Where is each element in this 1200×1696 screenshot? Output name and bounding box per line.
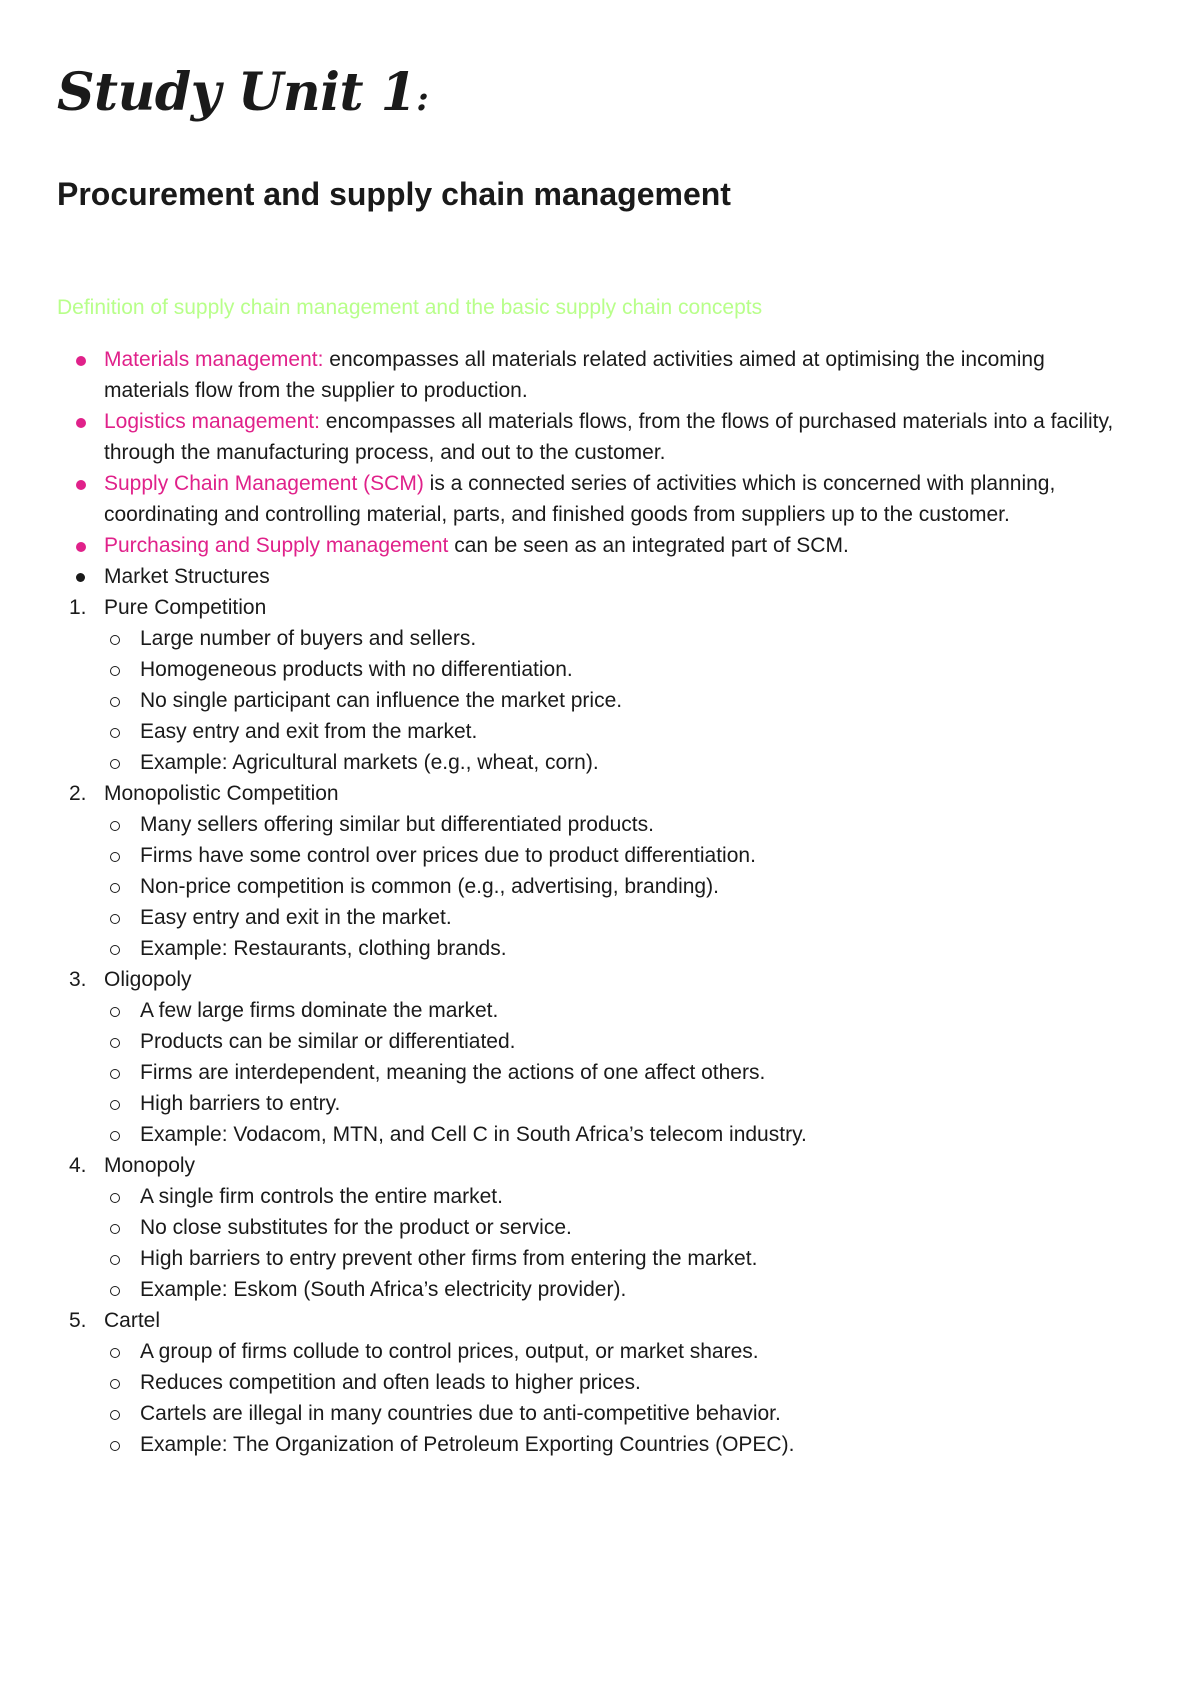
market-number: 4. — [69, 1154, 87, 1177]
market-name: Oligopoly — [104, 968, 192, 991]
definition-term: Supply Chain Management (SCM) — [104, 472, 424, 495]
market-point — [104, 716, 1130, 747]
market-point — [104, 902, 1130, 933]
circle-bullet-icon — [110, 1348, 120, 1358]
bullet-icon — [76, 542, 86, 552]
circle-bullet-icon — [110, 1441, 120, 1451]
market-point-text: Firms have some control over prices due to product differentiation. — [140, 844, 756, 867]
circle-bullet-icon — [110, 728, 120, 738]
market-point-text: A group of firms collude to control prices, output, or market shares. — [140, 1340, 759, 1363]
circle-bullet-icon — [110, 914, 120, 924]
market-point — [104, 1212, 1130, 1243]
page-title-text: Study Unit 1 — [57, 62, 417, 123]
market-structures-label: Market Structures — [104, 565, 270, 588]
circle-bullet-icon — [110, 1410, 120, 1420]
market-point — [104, 995, 1130, 1026]
circle-bullet-icon — [110, 697, 120, 707]
market-point — [104, 1367, 1130, 1398]
market-item — [57, 1150, 1130, 1305]
definition-text: is a connected series of activities which is concerned with planning, coordinating and controlling material, parts, and finished goods from suppliers up to the customer. — [104, 472, 1056, 526]
market-point-text: Reduces competition and often leads to higher prices. — [140, 1371, 641, 1394]
definition-item — [57, 344, 1130, 406]
circle-bullet-icon — [110, 1131, 120, 1141]
circle-bullet-icon — [110, 1379, 120, 1389]
circle-bullet-icon — [110, 1038, 120, 1048]
market-number: 3. — [69, 968, 87, 991]
market-point-text: Example: Agricultural markets (e.g., wheat, corn). — [140, 751, 599, 774]
market-point-text: Easy entry and exit in the market. — [140, 906, 452, 929]
market-item — [57, 778, 1130, 964]
market-point — [104, 871, 1130, 902]
circle-bullet-icon — [110, 1193, 120, 1203]
market-point-text: Example: Restaurants, clothing brands. — [140, 937, 507, 960]
page-subtitle: Procurement and supply chain management — [57, 176, 731, 212]
bullet-icon — [76, 480, 86, 490]
definition-term: Purchasing and Supply management — [104, 534, 449, 557]
market-point-text: Products can be similar or differentiated. — [140, 1030, 516, 1053]
market-point-text: Firms are interdependent, meaning the actions of one affect others. — [140, 1061, 766, 1084]
market-point — [104, 1336, 1130, 1367]
market-point-text: No close substitutes for the product or service. — [140, 1216, 572, 1239]
market-point — [104, 747, 1130, 778]
definition-text: can be seen as an integrated part of SCM. — [448, 534, 849, 557]
market-point — [104, 1398, 1130, 1429]
market-point-text: A few large firms dominate the market. — [140, 999, 499, 1022]
definition-text: encompasses all materials related activities aimed at optimising the incoming materials flow from the supplier to production. — [104, 348, 1045, 402]
circle-bullet-icon — [110, 1007, 120, 1017]
definition-term: Materials management: — [104, 348, 324, 371]
market-point — [104, 1119, 1130, 1150]
circle-bullet-icon — [110, 1224, 120, 1234]
section-heading: Definition of supply chain management and the basic supply chain concepts — [57, 296, 763, 319]
circle-bullet-icon — [110, 945, 120, 955]
market-number: 5. — [69, 1309, 87, 1332]
definition-item — [57, 468, 1130, 530]
market-point-text: Non-price competition is common (e.g., advertising, branding). — [140, 875, 719, 898]
market-points — [104, 1336, 1130, 1460]
market-point-text: Example: Eskom (South Africa’s electricity provider). — [140, 1278, 627, 1301]
market-point-text: No single participant can influence the market price. — [140, 689, 623, 712]
circle-bullet-icon — [110, 821, 120, 831]
definition-item — [57, 530, 1130, 561]
market-point — [104, 623, 1130, 654]
market-point — [104, 809, 1130, 840]
circle-bullet-icon — [110, 635, 120, 645]
market-point — [104, 654, 1130, 685]
market-point — [104, 1026, 1130, 1057]
page-title — [57, 58, 1130, 134]
market-points — [104, 623, 1130, 778]
market-point-text: A single firm controls the entire market. — [140, 1185, 503, 1208]
market-point — [104, 1088, 1130, 1119]
definition-item — [57, 406, 1130, 468]
bullet-icon — [76, 573, 85, 582]
market-structures-item — [57, 561, 1130, 592]
market-point-text: Homogeneous products with no differentiation. — [140, 658, 573, 681]
market-item — [57, 964, 1130, 1150]
circle-bullet-icon — [110, 759, 120, 769]
market-points — [104, 809, 1130, 964]
market-point-text: Easy entry and exit from the market. — [140, 720, 478, 743]
market-point — [104, 1274, 1130, 1305]
market-point — [104, 1057, 1130, 1088]
page-title-colon: : — [416, 79, 429, 119]
market-point-text: Example: The Organization of Petroleum Exporting Countries (OPEC). — [140, 1433, 795, 1456]
market-name: Cartel — [104, 1309, 161, 1332]
market-point — [104, 1181, 1130, 1212]
bullet-icon — [76, 418, 86, 428]
market-point-text: Example: Vodacom, MTN, and Cell C in South Africa’s telecom industry. — [140, 1123, 807, 1146]
market-point-text: Large number of buyers and sellers. — [140, 627, 477, 650]
market-points — [104, 995, 1130, 1150]
circle-bullet-icon — [110, 1255, 120, 1265]
bullet-icon — [76, 356, 86, 366]
market-name: Pure Competition — [104, 596, 267, 619]
market-number: 2. — [69, 782, 87, 805]
circle-bullet-icon — [110, 1286, 120, 1296]
market-name: Monopoly — [104, 1154, 196, 1177]
market-point — [104, 933, 1130, 964]
definitions-list — [57, 344, 1130, 592]
definition-term: Logistics management: — [104, 410, 320, 433]
market-point — [104, 1429, 1130, 1460]
circle-bullet-icon — [110, 1069, 120, 1079]
market-point-text: High barriers to entry prevent other firms from entering the market. — [140, 1247, 758, 1270]
market-item — [57, 1305, 1130, 1460]
market-name: Monopolistic Competition — [104, 782, 339, 805]
definition-text: encompasses all materials flows, from the flows of purchased materials into a facility, through the manufacturing process, and out to the customer. — [104, 410, 1114, 464]
market-structures-list — [57, 592, 1130, 1460]
circle-bullet-icon — [110, 666, 120, 676]
market-item — [57, 592, 1130, 778]
market-point — [104, 840, 1130, 871]
circle-bullet-icon — [110, 883, 120, 893]
circle-bullet-icon — [110, 1100, 120, 1110]
market-point — [104, 1243, 1130, 1274]
market-points — [104, 1181, 1130, 1305]
market-point-text: High barriers to entry. — [140, 1092, 341, 1115]
market-number: 1. — [69, 596, 87, 619]
market-point — [104, 685, 1130, 716]
market-point-text: Cartels are illegal in many countries due to anti-competitive behavior. — [140, 1402, 781, 1425]
market-point-text: Many sellers offering similar but differentiated products. — [140, 813, 654, 836]
circle-bullet-icon — [110, 852, 120, 862]
